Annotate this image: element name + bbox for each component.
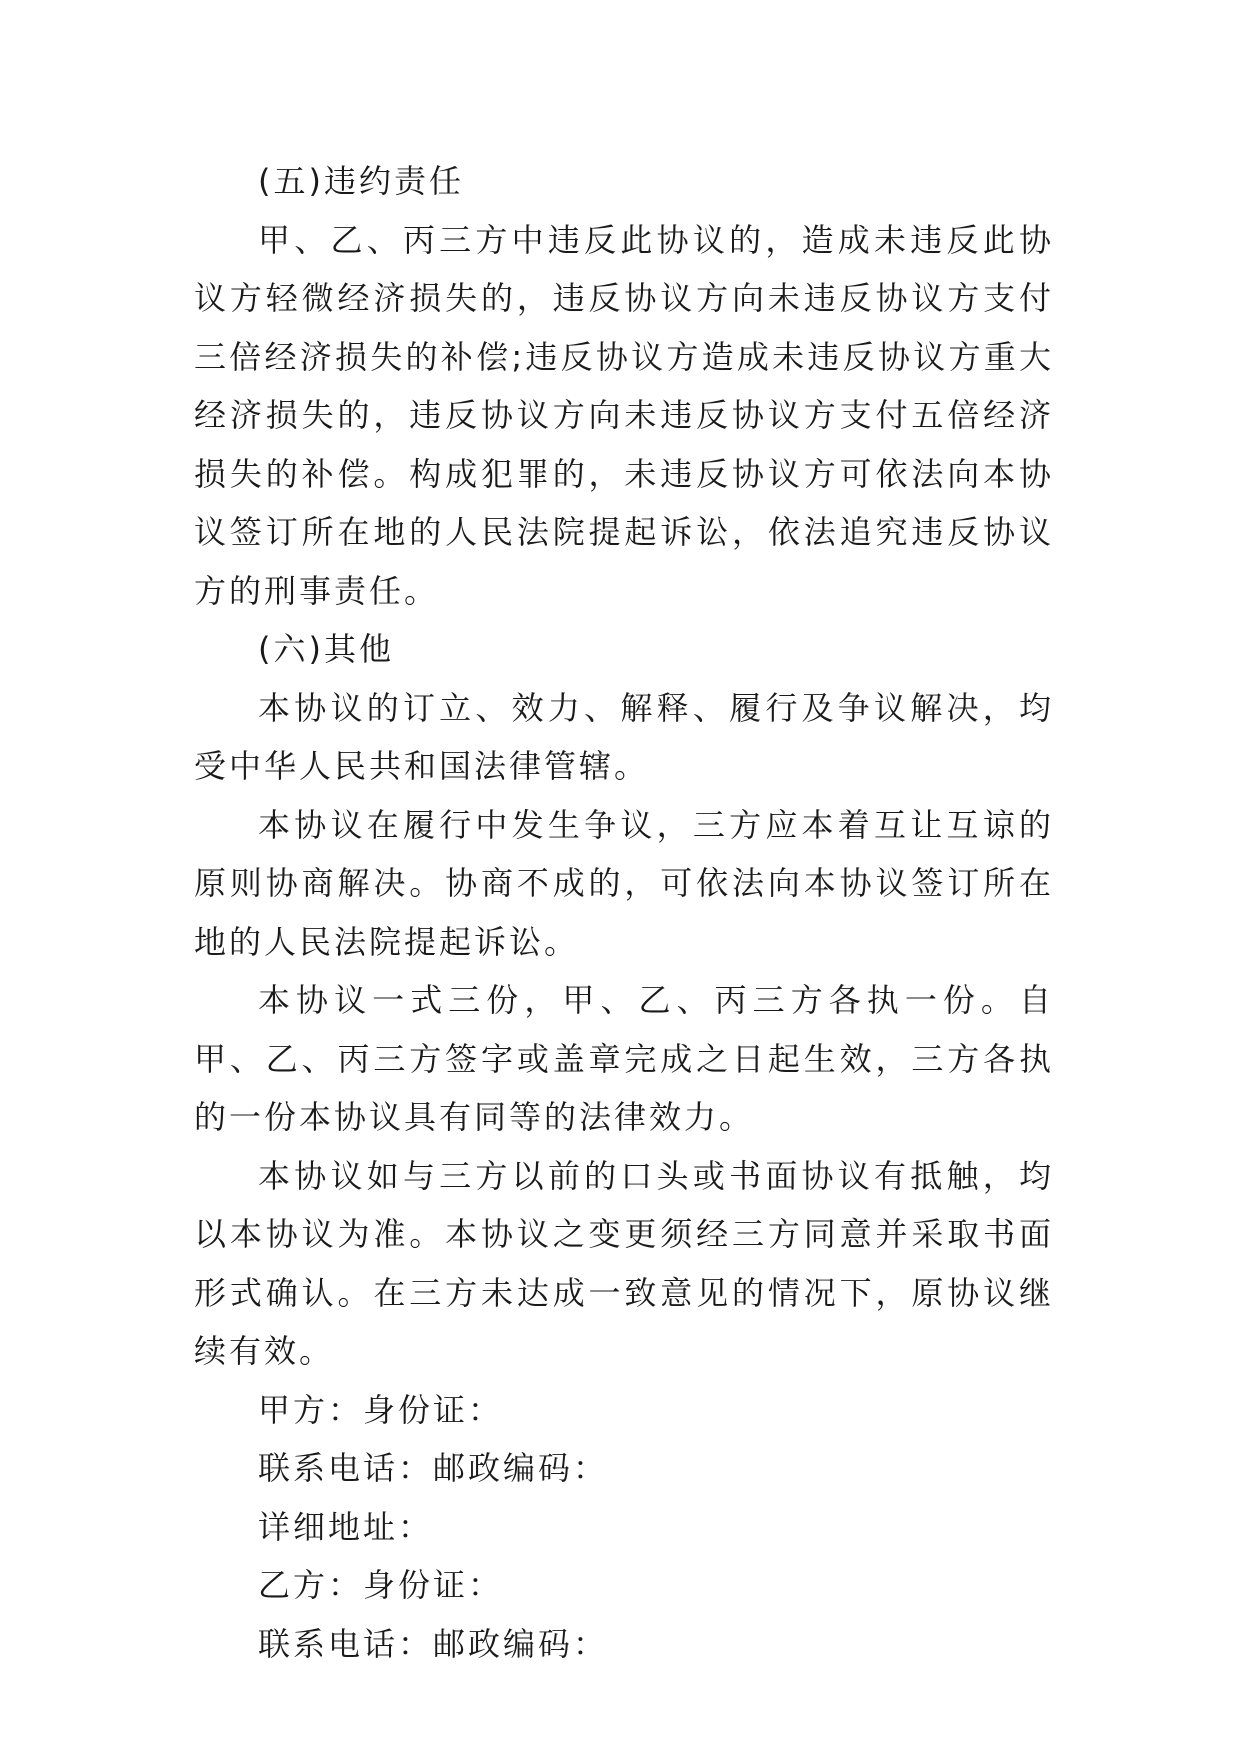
paragraph-governing-law: 本协议的订立、效力、解释、履行及争议解决，均受中华人民共和国法律管辖。: [194, 688, 1054, 785]
field-party-a-address: 详细地址：: [258, 1507, 434, 1546]
field-party-b-id: 乙方：身份证：: [258, 1566, 504, 1604]
paragraph-breach-liability: 甲、乙、丙三方中违反此协议的，造成未违反此协议方轻微经济损失的，违反协议方向未违反协议方支付三倍经济损失的补偿;违反协议方造成未违反协议方重大经济损失的，违反协议方向未违反协议方支付五倍经济损失的补偿。构成犯罪的，未违反协议方可依法向本协议签订所在地的人民法院提起诉讼，依法追究违反协议方的刑事责任。: [194, 220, 1054, 610]
paragraph-dispute-resolution: 本协议在履行中发生争议，三方应本着互让互谅的原则协商解决。协商不成的，可依法向本协议签订所在地的人民法院提起诉讼。: [194, 805, 1054, 961]
field-party-a-contact: 联系电话：邮政编码：: [258, 1449, 609, 1487]
section-heading-breach-liability: (五)违约责任: [258, 162, 464, 200]
field-party-b-contact: 联系电话：邮政编码：: [258, 1624, 609, 1663]
section-heading-other: (六)其他: [258, 630, 394, 668]
document-body: [194, 152, 1054, 1673]
paragraph-prior-agreements: 本协议如与三方以前的口头或书面协议有抵触，均以本协议为准。本协议之变更须经三方同意并采取书面形式确认。在三方未达成一致意见的情况下，原协议继续有效。: [194, 1156, 1054, 1370]
paragraph-copies: 本协议一式三份，甲、乙、丙三方各执一份。自甲、乙、丙三方签字或盖章完成之日起生效，三方各执的一份本协议具有同等的法律效力。: [194, 981, 1054, 1136]
field-party-a-id: 甲方：身份证：: [258, 1390, 504, 1429]
